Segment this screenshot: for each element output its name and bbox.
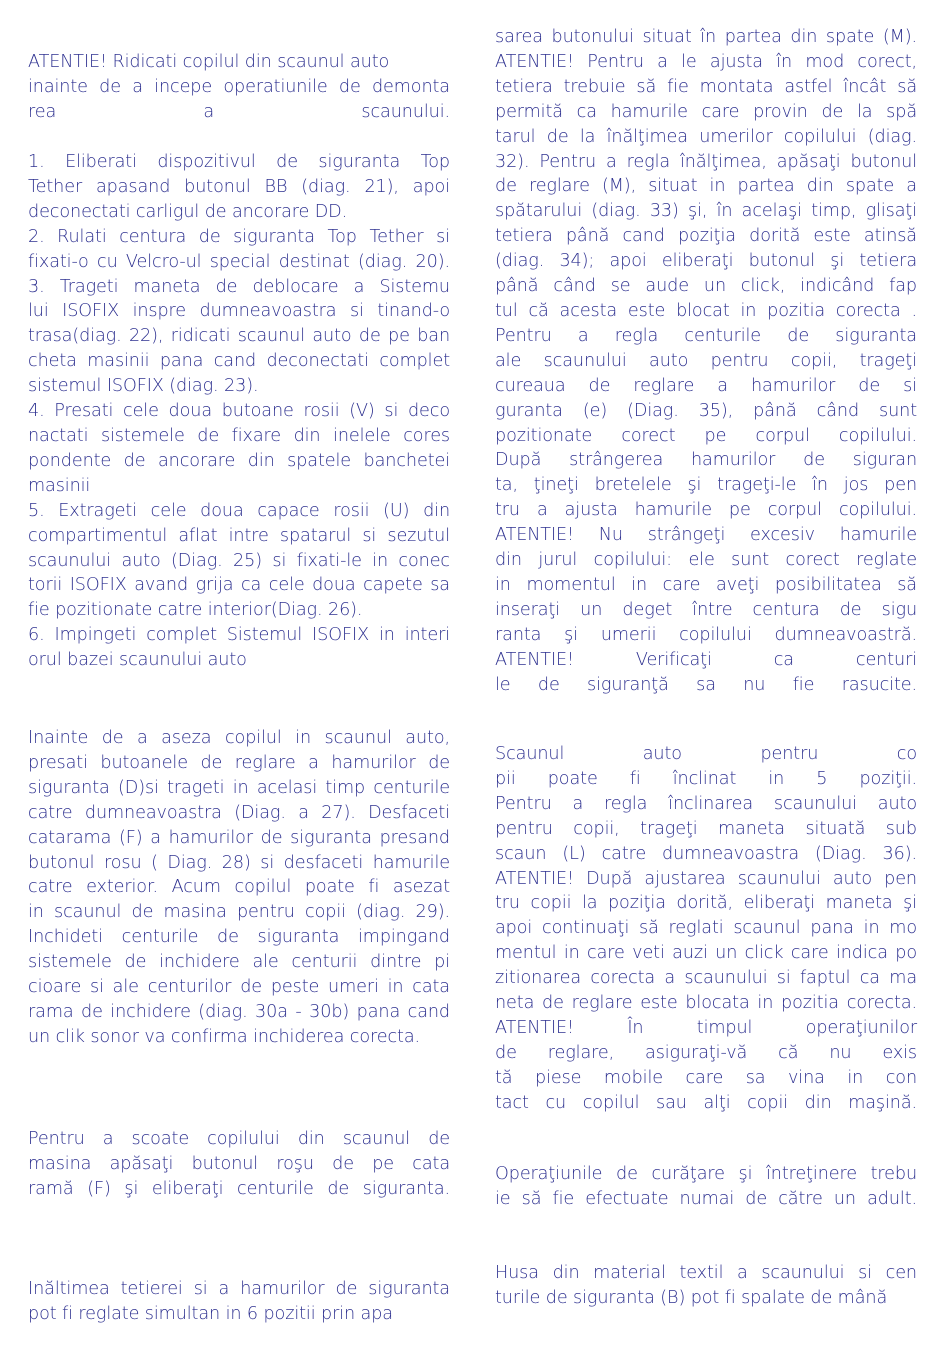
text-line: sistemul ISOFIX (diag. 23). xyxy=(28,376,259,397)
text-line: inainte de a incepe operatiunile de demonta xyxy=(28,76,450,97)
text-line: scaun (L) catre dumneavoastra (Diag. 36). xyxy=(495,843,917,864)
text-line: ATENTIE! După ajustarea scaunului auto pen xyxy=(495,868,917,889)
text-line: torii ISOFIX avand grija ca cele doua capete sa xyxy=(28,575,450,596)
text-line: cureaua de reglare a hamurilor de si xyxy=(495,375,917,396)
text-line: 32). Pentru a regla înălţimea, apăsaţi butonul xyxy=(495,151,917,172)
text-line: ranta şi umerii copilului dumneavoastră. xyxy=(495,624,917,645)
text-line: cioare si ale centurilor de peste umeri in cata xyxy=(28,977,450,998)
text-line: catarama (F) a hamurilor de siguranta presand xyxy=(28,827,450,848)
text-line: ta, ţineţi bretelele şi trageţi-le în jos pen xyxy=(495,475,917,496)
text-line: scaunului auto (Diag. 25) si fixati-le in conec xyxy=(28,550,450,571)
paragraph-uninstall-steps xyxy=(28,150,450,673)
text-line: pondente de ancorare din spatele banchetei xyxy=(28,450,450,471)
text-line: masinii xyxy=(28,475,91,496)
text-line: ATENTIE! Nu strângeţi excesiv hamurile xyxy=(495,525,917,546)
paragraph-seating-child xyxy=(28,726,450,1050)
text-line: pot fi reglate simultan in 6 pozitii prin apa xyxy=(28,1303,393,1324)
text-line: 4. Presati cele doua butoane rosii (V) si deco xyxy=(28,401,450,422)
text-line: Scaunul auto pentru co xyxy=(495,744,917,764)
text-line: guranta (e) (Diag. 35), până când sunt xyxy=(495,400,917,421)
text-line: ATENTIE! Pentru a le ajusta în mod corect, xyxy=(495,51,917,72)
text-line: Operaţiunile de curăţare şi întreţinere trebu xyxy=(495,1164,917,1184)
text-line: ATENTIE! În timpul operaţiunilor xyxy=(495,1017,917,1038)
text-line: butonul rosu ( Diag. 28) si desfaceti hamurile xyxy=(28,852,450,873)
text-line: rama de inchidere (diag. 30a - 30b) pana cand xyxy=(28,1001,450,1022)
text-line: in scaunul de masina pentru copii (diag. 29). xyxy=(28,902,450,923)
paragraph-cleaning xyxy=(495,1162,917,1212)
text-line: in momentul in care aveţi posibilitatea să xyxy=(495,574,917,595)
paragraph-recline xyxy=(495,742,917,1116)
text-line: (diag. 34); apoi eliberaţi butonul şi tetiera xyxy=(495,251,917,272)
text-line: le de siguranţă sa nu fie rasucite. xyxy=(495,674,917,695)
text-line: spătarului (diag. 33) şi, în acelaşi timp, glisaţi xyxy=(495,201,917,222)
text-line: cheta masinii pana cand deconectati complet xyxy=(28,351,450,372)
text-line: un clik sonor va confirma inchiderea corecta. xyxy=(28,1026,421,1047)
text-line: Tether apasand butonul BB (diag. 21), apoi xyxy=(28,176,450,197)
text-line: ramă (F) şi eliberaţi centurile de siguranta. xyxy=(28,1178,450,1199)
text-line: presati butoanele de reglare a hamurilor de xyxy=(28,752,450,773)
text-line: masina apăsaţi butonul roşu de pe cata xyxy=(28,1153,450,1174)
text-line: rea a scaunului. xyxy=(28,101,450,122)
text-line: Inchideti centurile de siguranta impingand xyxy=(28,927,450,948)
text-line: 6. Impingeti complet Sistemul ISOFIX in interi xyxy=(28,625,450,646)
text-line: catre dumneavoastra (Diag. a 27). Desfaceti xyxy=(28,802,450,823)
text-line: până când se aude un click, indicând fap xyxy=(495,276,917,297)
paragraph-washing xyxy=(495,1261,917,1311)
text-line: din jurul copilului: ele sunt corect reglate xyxy=(495,550,917,571)
text-line: tetiera până cand poziţia dorită este atinsă xyxy=(495,226,917,247)
text-line: Husa din material textil a scaunului si cen xyxy=(495,1263,917,1283)
text-line: neta de reglare este blocata in pozitia corecta. xyxy=(495,993,917,1014)
text-line: tru copii la poziţia dorită, eliberaţi maneta şi xyxy=(495,893,917,914)
text-line: pozitionate corect pe corpul copilului. xyxy=(495,425,917,446)
text-line: de reglare (M), situat in partea din spate a xyxy=(495,176,917,197)
text-line: pentru copii, trageţi maneta situată sub xyxy=(495,818,917,839)
text-line: mentul in care veti auzi un click care indica po xyxy=(495,943,917,964)
text-line: tetiera trebuie să fie montata astfel încât să xyxy=(495,76,917,97)
text-line: Pentru a regla înclinarea scaunului auto xyxy=(495,793,917,814)
text-line: pii poate fi înclinat in 5 poziţii. xyxy=(495,768,917,789)
text-line: tact cu copilul sau alţi copii din maşină. xyxy=(495,1092,917,1113)
text-line: ATENTIE! Verificaţi ca centuri xyxy=(495,649,917,670)
text-line: turile de siguranta (B) pot fi spalate de mână xyxy=(495,1287,888,1308)
text-line: Inainte de a aseza copilul in scaunul auto, xyxy=(28,728,450,748)
text-line: Pentru a scoate copilului din scaunul de xyxy=(28,1129,450,1149)
text-line: tarul de la înălţimea umerilor copilului (diag. xyxy=(495,126,917,147)
text-line: ale scaunului auto pentru copii, trageţi xyxy=(495,350,917,371)
paragraph-headrest-adjust xyxy=(495,25,917,697)
text-line: 1. Eliberati dispozitivul de siguranta Top xyxy=(28,152,450,172)
text-line: tă piese mobile care sa vina in con xyxy=(495,1067,917,1088)
text-line: fie pozitionate catre interior(Diag. 26). xyxy=(28,600,363,621)
text-line: tul că acesta este blocat in pozitia corecta . xyxy=(495,300,917,321)
text-line: zitionarea corecta a scaunului si faptul ca ma xyxy=(495,968,917,989)
text-line: lui ISOFIX inspre dumneavoastra si tinand-o xyxy=(28,301,450,322)
text-line: 2. Rulati centura de siguranta Top Tether si xyxy=(28,226,450,247)
paragraph-remove-child xyxy=(28,1127,450,1202)
text-line: orul bazei scaunului auto xyxy=(28,650,247,671)
text-line: fixati-o cu Velcro-ul special destinat (diag. 20). xyxy=(28,251,450,272)
text-line: inseraţi un deget între centura de sigu xyxy=(495,599,917,620)
text-line: apoi continuaţi să reglati scaunul pana in mo xyxy=(495,918,917,939)
text-line: 3. Trageti maneta de deblocare a Sistemu xyxy=(28,276,450,297)
text-line: Pentru a regla centurile de siguranta xyxy=(495,325,917,346)
text-line: ie să fie efectuate numai de către un adult. xyxy=(495,1188,917,1209)
text-line: sistemele de inchidere ale centurii dintre pi xyxy=(28,952,450,973)
text-line: deconectati carligul de ancorare DD. xyxy=(28,201,348,222)
text-line: După strângerea hamurilor de siguran xyxy=(495,450,917,471)
text-line: de reglare, asiguraţi-vă că nu exis xyxy=(495,1042,917,1063)
text-line: ATENTIE! Ridicati copilul din scaunul auto xyxy=(28,52,390,72)
text-line: trasa(diag. 22), ridicati scaunul auto de pe ban xyxy=(28,326,450,347)
text-line: Inăltimea tetierei si a hamurilor de siguranta xyxy=(28,1279,450,1299)
text-line: catre exterior. Acum copilul poate fi asezat xyxy=(28,877,450,898)
text-line: 5. Extrageti cele doua capace rosii (U) din xyxy=(28,500,450,521)
text-line: sarea butonului situat în partea din spate (M). xyxy=(495,27,917,47)
text-line: tru a ajusta hamurile pe corpul copilului. xyxy=(495,500,917,521)
text-line: permită ca hamurile care provin de la spă xyxy=(495,101,917,122)
text-line: siguranta (D)si trageti in acelasi timp centurile xyxy=(28,777,450,798)
paragraph-headrest-height xyxy=(28,1277,450,1327)
text-line: compartimentul aflat intre spatarul si sezutul xyxy=(28,525,450,546)
paragraph-warning-remove-child xyxy=(28,50,450,125)
text-line: nactati sistemele de fixare din inelele cores xyxy=(28,425,450,446)
